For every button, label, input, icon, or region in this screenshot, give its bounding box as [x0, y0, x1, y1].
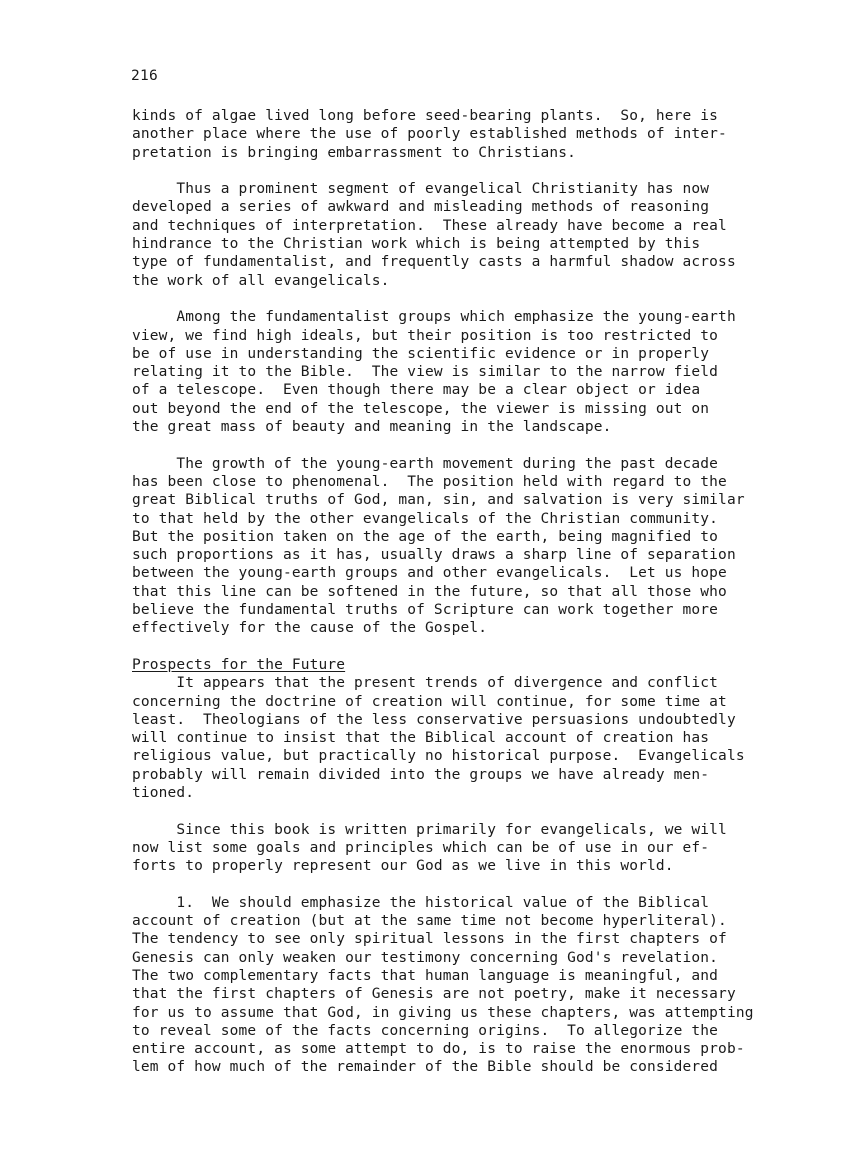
- page-number: 216: [131, 68, 159, 84]
- text-line: But the position taken on the age of the earth, being magnified to: [132, 528, 719, 545]
- text-line: lem of how much of the remainder of the Bible should be considered: [132, 1059, 719, 1076]
- text-line: kinds of algae lived long before seed-bearing plants. So, here is: [132, 108, 719, 124]
- text-line: another place where the use of poorly established methods of inter-: [132, 126, 727, 143]
- text-line: forts to properly represent our God as we live in this world.: [132, 858, 674, 875]
- paragraph: [132, 180, 736, 290]
- text-line: to that held by the other evangelicals of the Christian community.: [132, 510, 719, 527]
- text-line: out beyond the end of the telescope, the viewer is missing out on: [132, 400, 710, 417]
- body-text: [132, 107, 754, 1095]
- paragraph: [132, 894, 754, 1077]
- text-line: between the young-earth groups and other evangelicals. Let us hope: [132, 565, 727, 582]
- paragraphs-after-heading: [132, 674, 754, 1077]
- text-line: view, we find high ideals, but their position is too restricted to: [132, 327, 719, 344]
- text-line: be of use in understanding the scientific evidence or in properly: [132, 345, 710, 362]
- paragraph: [132, 821, 732, 876]
- text-line: account of creation (but at the same time not become hyperliteral).: [132, 913, 727, 930]
- text-line: Among the fundamentalist groups which emphasize the young-earth: [132, 309, 736, 326]
- text-line: believe the fundamental truths of Scripture can work together more: [132, 602, 719, 619]
- text-line: now list some goals and principles which can be of use in our ef-: [132, 839, 710, 856]
- text-line: that the first chapters of Genesis are not poetry, make it necessary: [132, 986, 736, 1003]
- text-line: and techniques of interpretation. These already have become a real: [132, 217, 727, 234]
- text-line: entire account, as some attempt to do, is to raise the enormous prob-: [132, 1041, 745, 1058]
- section-heading: Prospects for the Future: [132, 656, 346, 673]
- text-line: Since this book is written primarily for evangelicals, we will: [132, 821, 727, 838]
- text-line: pretation is bringing embarrassment to Christians.: [132, 144, 576, 161]
- text-line: the great mass of beauty and meaning in the landscape.: [132, 419, 612, 436]
- text-line: 1. We should emphasize the historical value of the Biblical: [132, 894, 710, 911]
- text-line: hindrance to the Christian work which is being attempted by this: [132, 236, 701, 253]
- text-line: developed a series of awkward and misleading methods of reasoning: [132, 199, 710, 216]
- text-line: Genesis can only weaken our testimony concerning God's revelation.: [132, 949, 719, 966]
- paragraph: [132, 674, 745, 802]
- text-line: least. Theologians of the less conservative persuasions undoubtedly: [132, 711, 736, 728]
- text-line: that this line can be softened in the future, so that all those who: [132, 583, 727, 600]
- text-line: to reveal some of the facts concerning origins. To allegorize the: [132, 1022, 719, 1039]
- text-line: tioned.: [132, 784, 195, 801]
- paragraph: [132, 107, 732, 162]
- text-line: Thus a prominent segment of evangelical Christianity has now: [132, 181, 710, 198]
- paragraphs-before-heading: [132, 107, 745, 638]
- text-line: The two complementary facts that human language is meaningful, and: [132, 967, 719, 984]
- text-line: of a telescope. Even though there may be a clear object or idea: [132, 382, 701, 399]
- text-line: has been close to phenomenal. The position held with regard to the: [132, 473, 727, 490]
- text-line: great Biblical truths of God, man, sin, and salvation is very similar: [132, 492, 745, 509]
- text-line: religious value, but practically no historical purpose. Evangelicals: [132, 748, 745, 765]
- paragraph: [132, 455, 745, 638]
- text-line: concerning the doctrine of creation will continue, for some time at: [132, 693, 727, 710]
- text-line: such proportions as it has, usually draws a sharp line of separation: [132, 547, 736, 564]
- paragraph: [132, 308, 736, 436]
- text-line: relating it to the Bible. The view is similar to the narrow field: [132, 364, 719, 381]
- text-line: The growth of the young-earth movement during the past decade: [132, 455, 719, 472]
- text-line: type of fundamentalist, and frequently casts a harmful shadow across: [132, 254, 736, 271]
- text-line: effectively for the cause of the Gospel.: [132, 620, 488, 637]
- section-heading-container: [132, 656, 732, 674]
- text-line: probably will remain divided into the groups we have already men-: [132, 766, 710, 783]
- text-line: It appears that the present trends of divergence and conflict: [132, 675, 719, 692]
- text-line: will continue to insist that the Biblical account of creation has: [132, 730, 710, 747]
- text-line: the work of all evangelicals.: [132, 272, 390, 289]
- text-line: The tendency to see only spiritual lessons in the first chapters of: [132, 931, 727, 948]
- text-line: for us to assume that God, in giving us these chapters, was attempting: [132, 1004, 754, 1021]
